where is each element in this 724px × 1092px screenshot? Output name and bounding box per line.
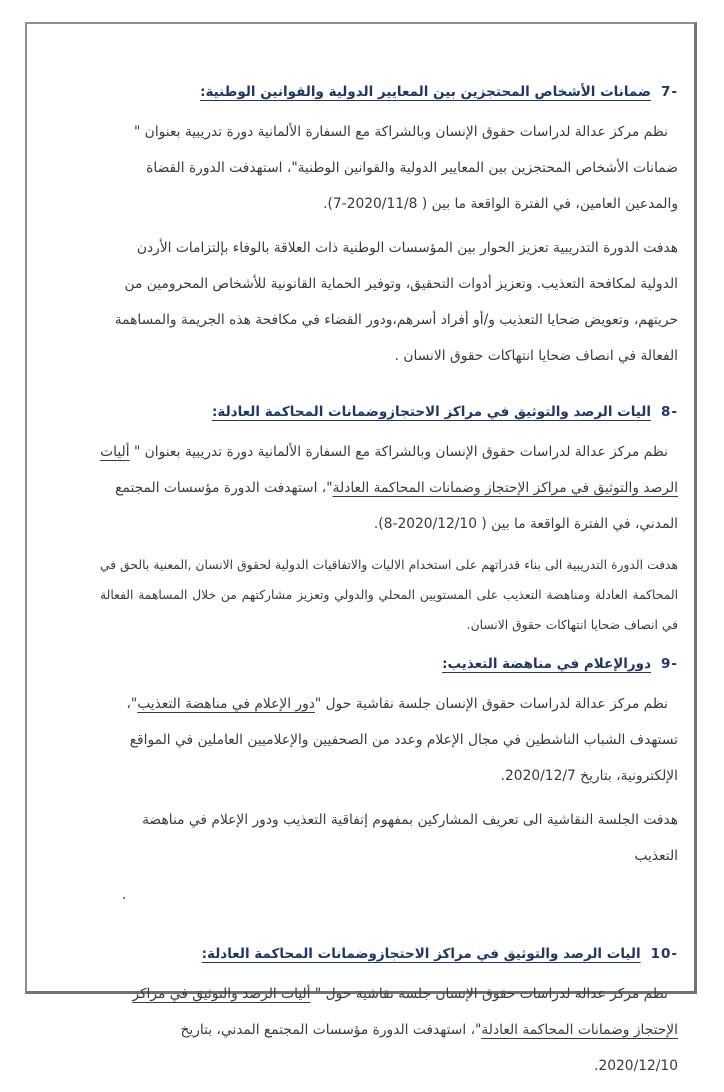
- document-content: [100, 84, 678, 1092]
- report-section-9: [100, 656, 678, 908]
- paragraph: [100, 550, 678, 640]
- text-segment: "، استهدفت الدورة مؤسسات المجتمع المدني، بتاريخ 2020/12/10.: [180, 1022, 678, 1074]
- paragraph: [100, 686, 678, 794]
- report-section-8: [100, 404, 678, 640]
- section-number: 9-: [661, 656, 678, 672]
- section-heading-row: [100, 404, 678, 420]
- section-heading: دورالإعلام في مناهضة التعذيب: [447, 656, 651, 672]
- text-segment: هدفت الدورة التدريبية الى بناء قدراتهم على استخدام الاليات والاتفاقيات الدولية لحقوق الانسان ,المعنية بالحق في المحاكمة العادلة ومناهضة التعذيب على المستويين المحلي والدولي وتعزيز مشاركتهم من خلال المساهمة الفعالة في انصاف ضحايا انتهاكات حقوق الانسان.: [100, 558, 678, 632]
- underlined-phrase: دور الإعلام في مناهضة التعذيب: [137, 696, 315, 712]
- paragraph: [100, 230, 678, 374]
- section-heading-colon: :: [442, 656, 448, 672]
- text-segment: نظم مركز عدالة لدراسات حقوق الإنسان وبالشراكة مع السفارة الألمانية دورة تدريبية بعنوان " ضمانات الأشخاص المحتجزين بين المعايير الدولية والقوانين الوطنية"، استهدفت الدورة القضاة والمدعين العامين، في الفترة الواقعة ما بين ( 2020/11/8-7).: [133, 124, 678, 212]
- underlined-phrase: أليات الرصد والتوثيق في مراكز الإحتجاز وضمانات المحاكمة العادلة: [132, 986, 678, 1038]
- report-section-7: [100, 84, 678, 374]
- section-number: 7-: [661, 84, 678, 100]
- text-segment: هدفت الدورة التدريبية تعزيز الحوار بين المؤسسات الوطنية ذات العلاقة بالوفاء بإلتزامات الأردن الدولية لمكافحة التعذيب. وتعزيز أدوات التحقيق، وتوفير الحماية القانونية للأشخاص المحرومين من حريتهم، وتعويض ضحايا التعذيب و/أو أفراد أسرهم،ودور القضاء في مكافحة هذه الجريمة والمساهمة الفعالة في انصاف ضحايا انتهاكات حقوق الانسان .: [114, 240, 678, 364]
- section-heading-row: [100, 84, 678, 100]
- section-heading-row: [100, 946, 678, 962]
- section-number: 10-: [650, 946, 678, 962]
- section-heading: ضمانات الأشخاص المحتجزين بين المعايير الدولية والقوانين الوطنية: [205, 84, 651, 100]
- text-segment: هدفت الجلسة النقاشية الى تعريف المشاركين بمفهوم إتفاقية التعذيب ودور الإعلام في مناهضة التعذيب: [142, 812, 678, 864]
- section-heading: اليات الرصد والتوثيق في مراكز الاحتجازوضمانات المحاكمة العادلة: [207, 946, 641, 962]
- paragraph: [100, 434, 678, 542]
- paragraph: [100, 976, 678, 1084]
- section-heading: اليات الرصد والتوثيق في مراكز الاحتجازوضمانات المحاكمة العادلة: [217, 404, 651, 420]
- paragraph: [100, 114, 678, 222]
- text-segment: نظم مركز عدالة لدراسات حقوق الإنسان وبالشراكة مع السفارة الألمانية دورة تدريبية بعنوان ": [129, 444, 668, 460]
- section-number: 8-: [661, 404, 678, 420]
- text-segment: "، استهدفت الدورة مؤسسات المجتمع المدني، في الفترة الواقعة ما بين ( 2020/12/10-8).: [115, 480, 678, 532]
- paragraph: [100, 802, 678, 874]
- wrapped-period: [122, 882, 678, 908]
- section-heading-colon: :: [201, 946, 208, 962]
- text-segment: نظم مركز عدالة لدراسات حقوق الإنسان جلسة نقاشية حول ": [314, 696, 668, 712]
- section-heading-colon: :: [200, 84, 206, 100]
- text-segment: نظم مركز عدالة لدراسات حقوق الإنسان جلسة نقاشية حول ": [310, 986, 668, 1002]
- text-segment: .: [122, 887, 127, 903]
- report-section-10: [100, 946, 678, 1084]
- section-heading-row: [100, 656, 678, 672]
- section-heading-colon: :: [212, 404, 218, 420]
- underlined-phrase: أليات الرصد والتوثيق في مراكز الإحتجاز وضمانات المحاكمة العادلة: [100, 444, 678, 496]
- text-segment: "، تستهدف الشباب الناشطين في مجال الإعلام وعدد من الصحفيين والإعلاميين العاملين في المواقع الإلكترونية، بتاريخ 2020/12/7.: [126, 696, 678, 784]
